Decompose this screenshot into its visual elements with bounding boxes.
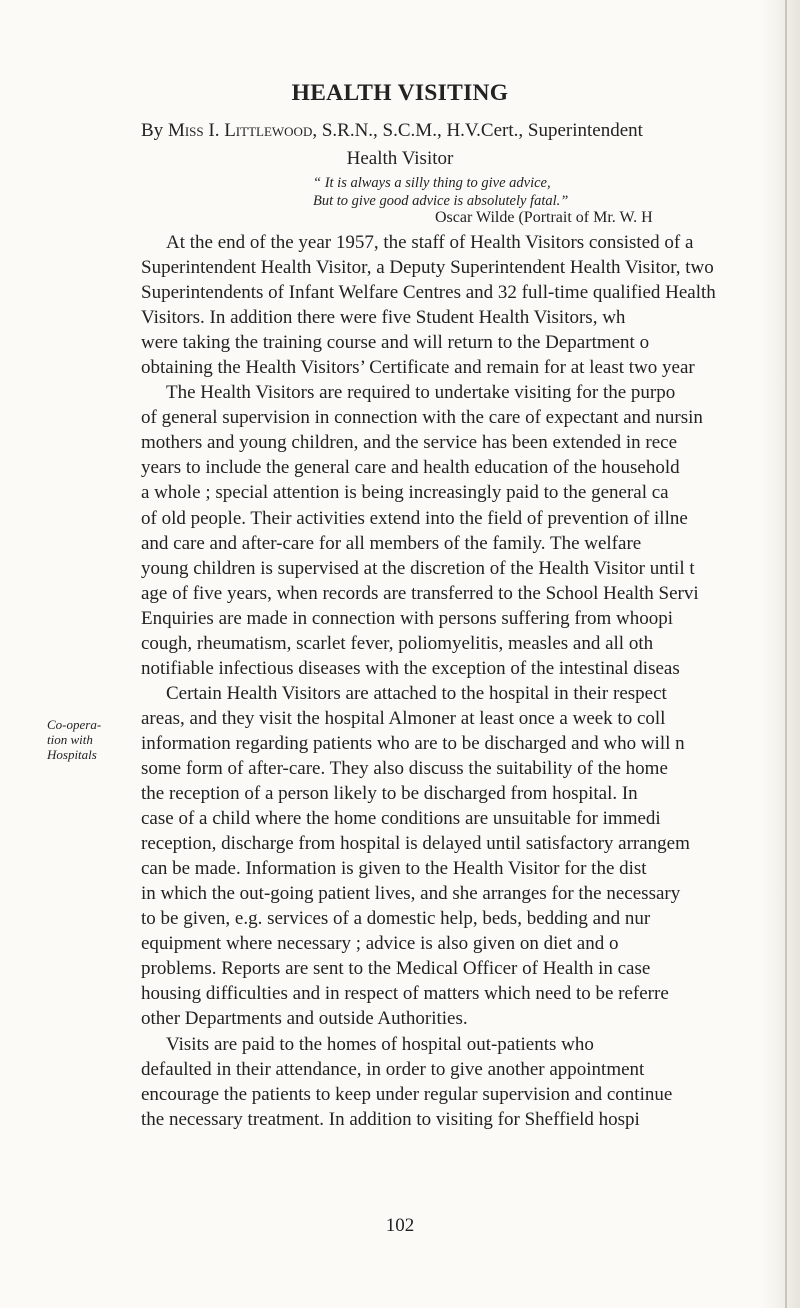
body-line: Certain Health Visitors are attached to the hospital in their respect: [166, 682, 667, 704]
body-line: age of five years, when records are transferred to the School Health Servi: [141, 582, 699, 604]
body-line: cough, rheumatism, scarlet fever, poliomyelitis, measles and all oth: [141, 632, 654, 654]
margin-note: [47, 717, 127, 762]
margin-note-line: Hospitals: [47, 747, 97, 762]
body-line: can be made. Information is given to the Health Visitor for the dist: [141, 858, 647, 880]
body-line: equipment where necessary ; advice is also given on diet and o: [141, 933, 619, 955]
epigraph-line-1: “ It is always a silly thing to give advice,: [313, 175, 551, 191]
body-line: a whole ; special attention is being increasingly paid to the general ca: [141, 482, 669, 504]
margin-note-line: Co-opera-: [47, 717, 102, 732]
body-text: [141, 230, 800, 1132]
body-line: Enquiries are made in connection with persons suffering from whoopi: [141, 607, 674, 629]
body-line: obtaining the Health Visitors’ Certificate and remain for at least two year: [141, 357, 695, 379]
body-line: of general supervision in connection with the care of expectant and nursin: [141, 407, 703, 429]
author-name: Miss I. Littlewood,: [167, 120, 318, 141]
author-role: Health Visitor: [346, 148, 454, 169]
author-byline: [141, 118, 800, 144]
body-line: case of a child where the home conditions are unsuitable for immedi: [141, 808, 661, 830]
body-line: reception, discharge from hospital is delayed until satisfactory arrangem: [141, 833, 690, 855]
byline-prefix: By: [141, 120, 168, 141]
page-title: HEALTH VISITING: [291, 80, 509, 106]
body-line: to be given, e.g. services of a domestic help, beds, bedding and nur: [141, 908, 651, 930]
epigraph-line-2: But to give good advice is absolutely fatal.”: [313, 193, 569, 209]
body-line: housing difficulties and in respect of matters which need to be referre: [141, 983, 669, 1005]
body-line: information regarding patients who are to be discharged and who will n: [141, 732, 685, 754]
body-line: problems. Reports are sent to the Medical Officer of Health in case: [141, 958, 651, 980]
body-line: years to include the general care and health education of the household: [141, 457, 680, 479]
margin-note-line: tion with: [47, 732, 93, 747]
body-line: encourage the patients to keep under regular supervision and continue: [141, 1083, 673, 1105]
body-line: Superintendent Health Visitor, a Deputy Superintendent Health Visitor, two: [141, 257, 714, 279]
body-line: notifiable infectious diseases with the exception of the intestinal diseas: [141, 657, 680, 679]
body-line: Superintendents of Infant Welfare Centres and 32 full-time qualified Health: [141, 282, 716, 304]
epigraph-attribution: Oscar Wilde (Portrait of Mr. W. H: [435, 209, 653, 226]
body-line: areas, and they visit the hospital Almoner at least once a week to coll: [141, 707, 666, 729]
body-line: and care and after-care for all members of the family. The welfare: [141, 532, 642, 554]
body-line: of old people. Their activities extend into the field of prevention of illne: [141, 507, 688, 529]
page-number: 102: [385, 1215, 415, 1236]
body-line: mothers and young children, and the service has been extended in rece: [141, 432, 678, 454]
body-line: The Health Visitors are required to undertake visiting for the purpo: [166, 382, 676, 404]
body-line: other Departments and outside Authorities.: [141, 1008, 468, 1030]
body-line: the reception of a person likely to be discharged from hospital. In: [141, 783, 638, 805]
body-line: some form of after-care. They also discuss the suitability of the home: [141, 757, 668, 779]
body-line: At the end of the year 1957, the staff of Health Visitors consisted of a: [166, 232, 694, 253]
epigraph: [313, 174, 793, 210]
body-line: the necessary treatment. In addition to visiting for Sheffield hospi: [141, 1108, 640, 1130]
body-line: defaulted in their attendance, in order to give another appointment: [141, 1058, 645, 1080]
body-line: Visitors. In addition there were five Student Health Visitors, wh: [141, 307, 626, 329]
body-line: in which the out-going patient lives, and she arranges for the necessary: [141, 883, 681, 905]
body-line: were taking the training course and will return to the Department o: [141, 332, 650, 354]
body-line: young children is supervised at the discretion of the Health Visitor until t: [141, 557, 695, 579]
author-credentials: S.R.N., S.C.M., H.V.Cert., Superintendent: [317, 120, 643, 141]
body-line: Visits are paid to the homes of hospital out-patients who: [166, 1033, 594, 1055]
